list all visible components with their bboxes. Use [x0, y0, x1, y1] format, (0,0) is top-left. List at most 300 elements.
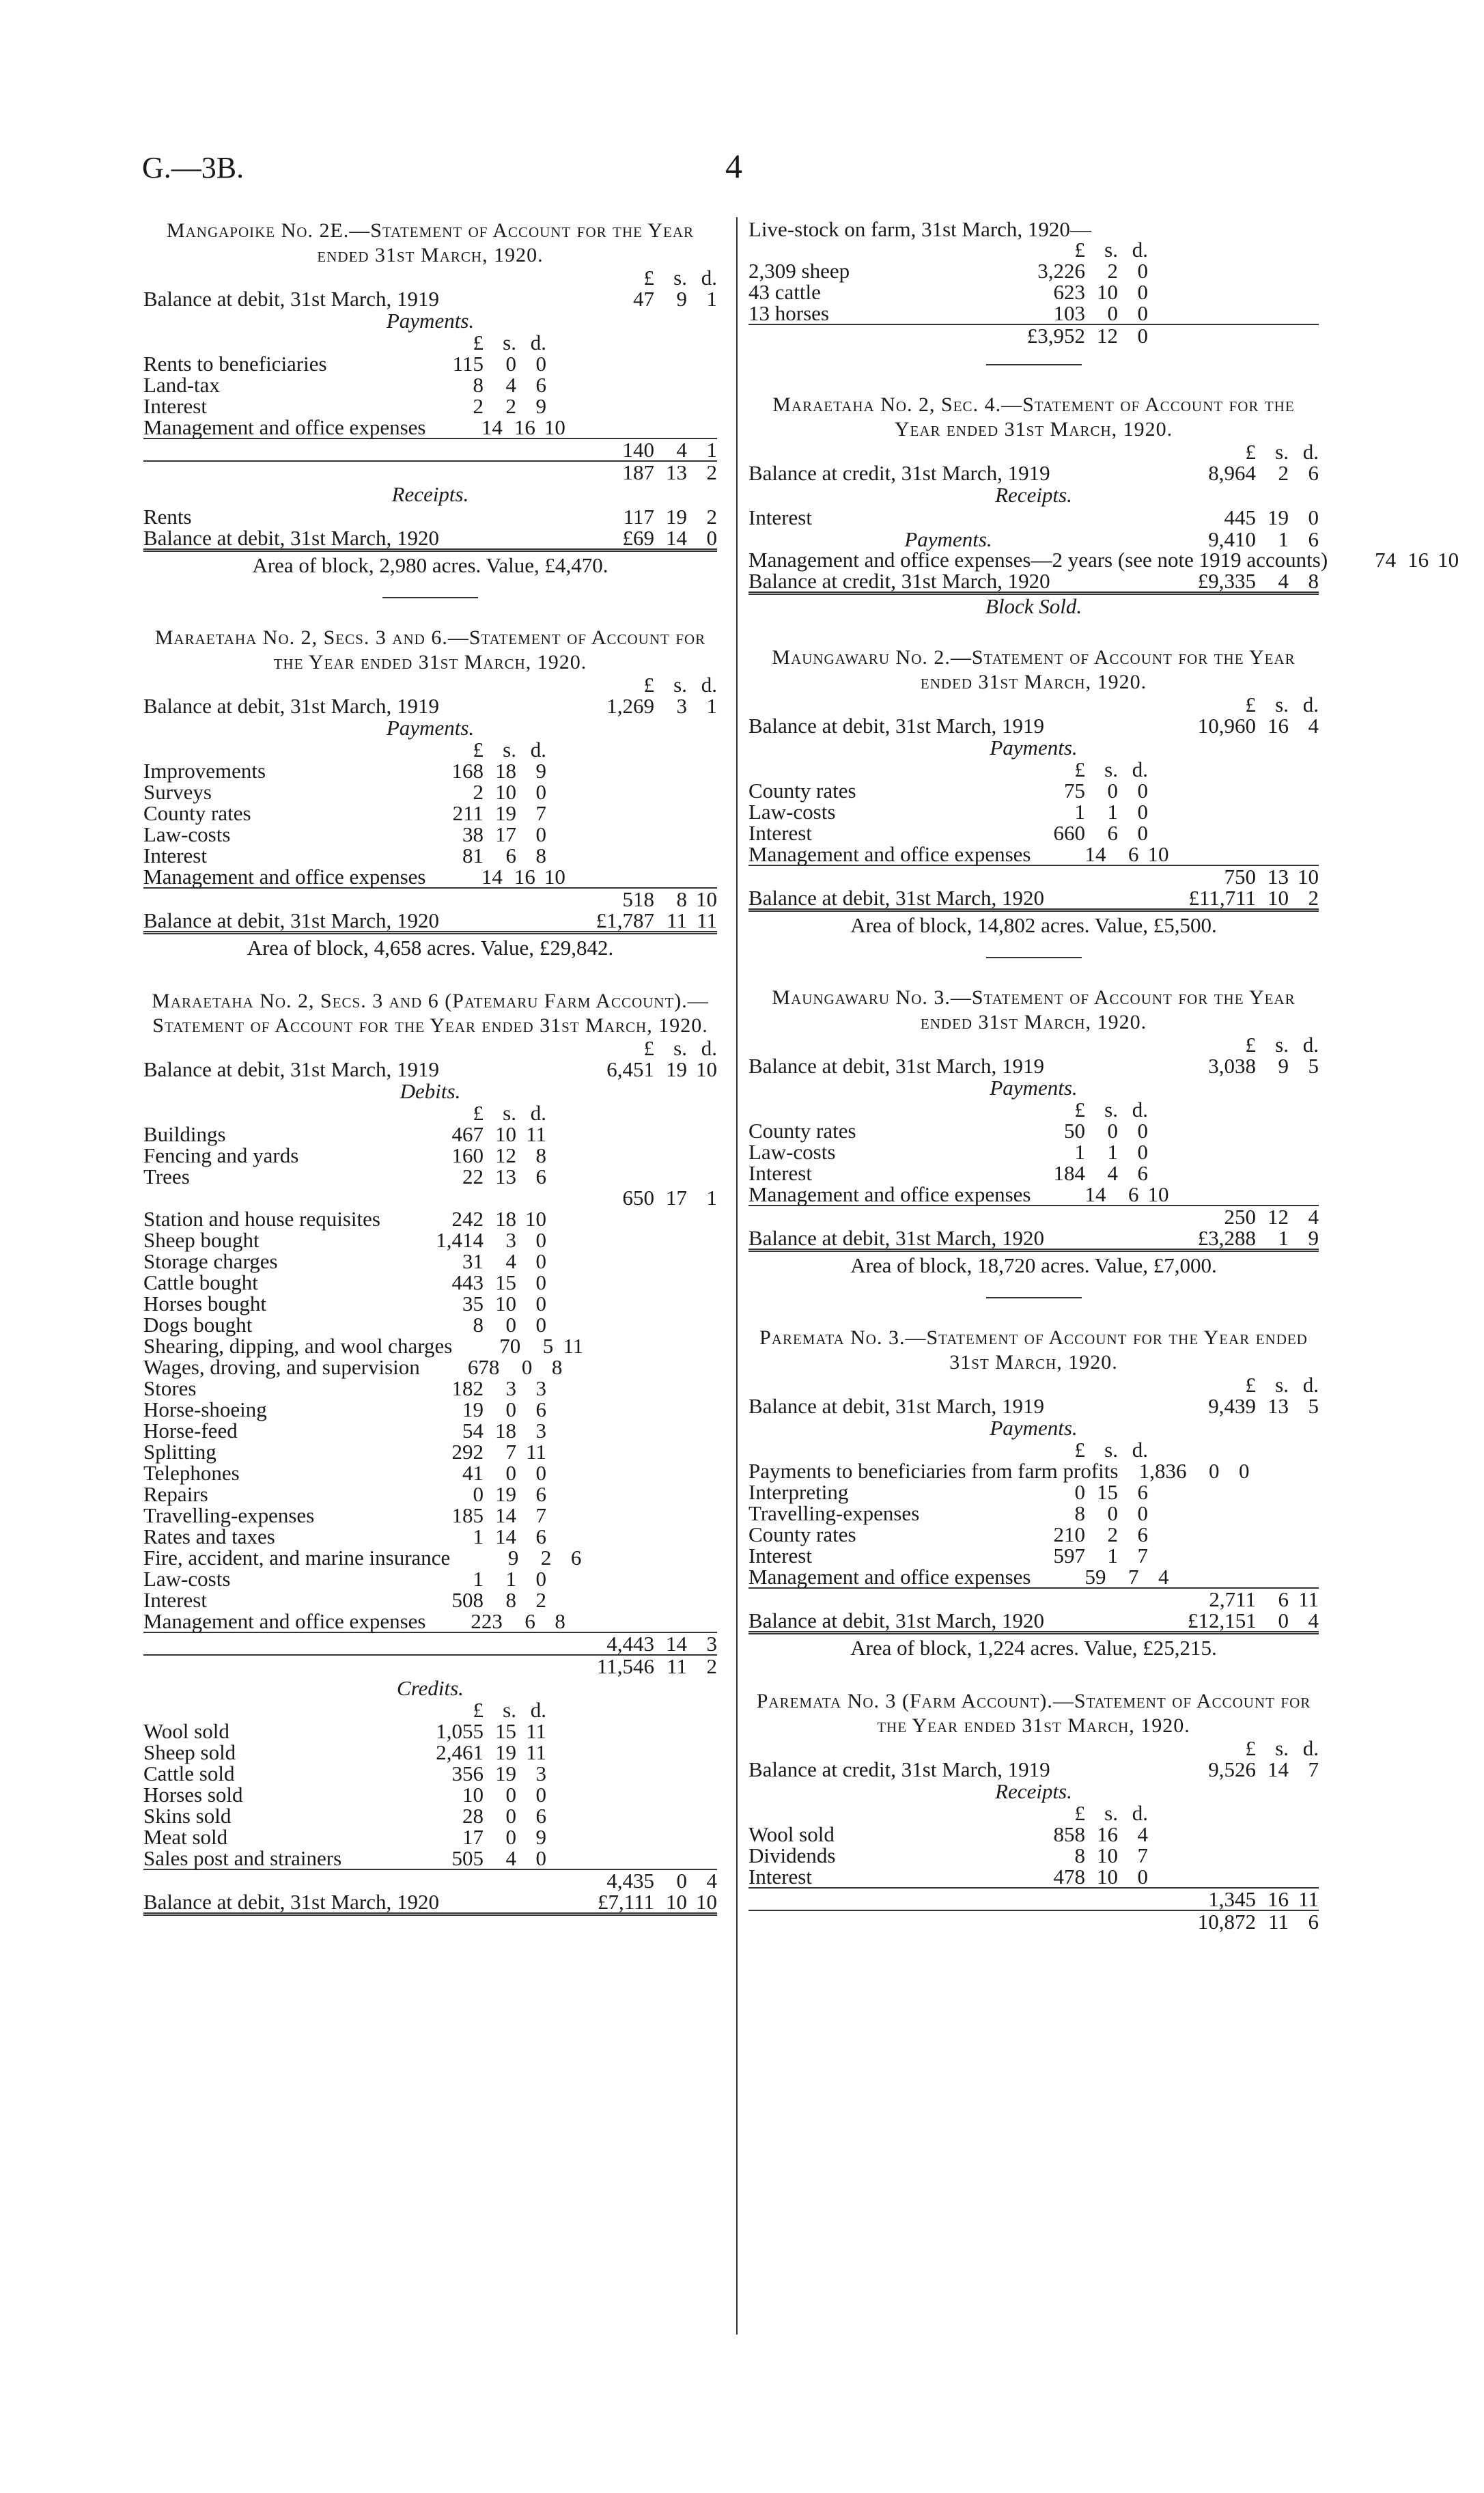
amount-s: 18: [495, 1207, 516, 1231]
amount-d: 9: [535, 1825, 546, 1849]
amount-l: 223: [471, 1609, 503, 1633]
amount-d: 11: [526, 1122, 546, 1146]
ledger-line: [143, 781, 717, 803]
amount-s: 3: [505, 1228, 516, 1252]
ledger-line: [143, 527, 717, 552]
line-label: Interpreting: [748, 1480, 849, 1504]
line-label: Splitting: [143, 1440, 216, 1464]
amount-l: 35: [462, 1292, 484, 1315]
ledger-line: [748, 281, 1319, 303]
amount-s: 7: [1128, 1565, 1139, 1589]
amount: [389, 1293, 546, 1314]
heading-d: d.: [1132, 757, 1148, 781]
amount-l: 750: [1224, 865, 1256, 889]
ledger-line: [748, 1227, 1319, 1252]
amount-l: 250: [1224, 1205, 1256, 1229]
line-label: Payments to beneficiaries from farm profits: [748, 1459, 1119, 1483]
amount-s: 13: [666, 460, 687, 484]
amount: [389, 1742, 546, 1763]
amount-s: 1: [1278, 527, 1289, 551]
line-label: Storage charges: [143, 1249, 278, 1273]
amount: [1031, 1566, 1168, 1587]
line-label: Law-costs: [748, 800, 836, 824]
amount: [991, 1845, 1148, 1866]
subheading: Debits.: [400, 1079, 461, 1103]
amount: [389, 1166, 546, 1187]
statement-maungawaru-3: [748, 986, 1319, 1298]
line-label: Improvements: [143, 759, 266, 783]
heading-d: d.: [1302, 693, 1319, 716]
amount-s: 8: [676, 887, 687, 911]
money-heading-cells: [546, 268, 717, 288]
line-label: Management and office expenses: [748, 842, 1031, 866]
amount: [546, 1187, 717, 1208]
line-label: Balance at debit, 31st March, 1920: [143, 1890, 440, 1914]
amount: [389, 1484, 546, 1505]
subheading: Credits.: [397, 1676, 464, 1700]
amount-l: 1,414: [436, 1228, 484, 1252]
amount-s: 18: [495, 759, 516, 783]
amount-d: 11: [526, 1719, 546, 1743]
amount: [546, 910, 717, 931]
line-label: Interest: [143, 394, 207, 418]
amount-d: 0: [535, 1313, 546, 1337]
line-label: Interest: [748, 1544, 812, 1568]
ledger-line: [143, 1208, 717, 1229]
amount-l: 31: [462, 1249, 484, 1273]
amount: [389, 1208, 546, 1229]
amount-l: 0: [1074, 1480, 1085, 1504]
amount-l: 47: [633, 287, 654, 311]
amount: [389, 1251, 546, 1272]
subheading: Receipts.: [995, 1779, 1072, 1803]
money-heading: [748, 1375, 1319, 1395]
block-summary: Area of block, 4,658 acres. Value, £29,842.: [247, 936, 614, 960]
ledger-line: [748, 1503, 1319, 1524]
amount-l: 9,410: [1208, 527, 1256, 551]
amount: [1148, 507, 1319, 528]
amount: [991, 1545, 1148, 1566]
ledger-line: [143, 1547, 717, 1568]
amount-s: 0: [1278, 1608, 1289, 1632]
money-heading-cells: [389, 1103, 546, 1124]
line-label: Interest: [748, 821, 812, 845]
money-heading-cells: [546, 675, 717, 695]
line-label: Balance at debit, 31st March, 1919: [143, 694, 440, 718]
amount-d: 7: [1137, 1544, 1148, 1568]
line-label: Meat sold: [143, 1825, 228, 1849]
ledger-line: [143, 1059, 717, 1080]
amount: [991, 1524, 1148, 1545]
ledger-line: [143, 1568, 717, 1589]
amount: [389, 1505, 546, 1526]
amount-d: 0: [1137, 280, 1148, 304]
amount-l: 508: [451, 1588, 484, 1612]
heading-d: d.: [1132, 238, 1148, 262]
amount-d: 0: [1137, 1119, 1148, 1143]
amount-d: 6: [535, 1397, 546, 1421]
line-label: Balance at debit, 31st March, 1920: [143, 526, 440, 550]
heading-s: s.: [1104, 238, 1118, 262]
amount: [389, 1568, 546, 1589]
amount: [991, 822, 1148, 844]
amount-s: 10: [495, 780, 516, 804]
heading-s: s.: [1104, 1098, 1118, 1122]
amount: [452, 1335, 583, 1356]
amount: [991, 1162, 1148, 1184]
amount-l: 11,546: [596, 1654, 654, 1678]
money-heading-cells: [991, 1100, 1148, 1120]
ledger-line: [143, 1826, 717, 1848]
amount-d: 11: [526, 1740, 546, 1764]
line-label: Balance at credit, 31st March, 1919: [748, 1757, 1050, 1781]
money-heading-cells: [1148, 1738, 1319, 1759]
amount-s: 19: [1268, 505, 1289, 529]
amount-l: 623: [1053, 280, 1085, 304]
amount: [546, 439, 717, 460]
ledger-line: [143, 506, 717, 527]
money-heading: [748, 1035, 1319, 1055]
amount: [546, 1870, 717, 1891]
amount-s: 15: [1097, 1480, 1118, 1504]
line-label: Management and office expenses: [143, 865, 426, 889]
amount: [991, 1120, 1148, 1141]
amount: [1031, 844, 1168, 865]
subheading: Payments.: [990, 736, 1078, 760]
amount-d: 0: [1137, 821, 1148, 845]
statement-title: Maungawaru No. 2.—Statement of Account for the Year ended 31st March, 1920.: [772, 646, 1296, 693]
money-heading-cells: [1148, 442, 1319, 462]
amount: [991, 281, 1148, 303]
amount-l: £69: [622, 526, 654, 550]
amount: [389, 1145, 546, 1166]
money-heading-cells: [1148, 695, 1319, 715]
amount-d: 6: [535, 1482, 546, 1506]
amount-l: 115: [452, 352, 484, 376]
amount-l: 242: [451, 1207, 484, 1231]
amount-l: £12,151: [1188, 1608, 1257, 1632]
ledger-line: [143, 1848, 717, 1869]
ledger-line: [748, 1824, 1319, 1845]
amount: [546, 1633, 717, 1654]
ledger-line: [143, 1356, 717, 1378]
subheading: Payments.: [386, 309, 475, 333]
section-rule: [986, 364, 1082, 365]
amount: [389, 1784, 546, 1805]
amount-s: 19: [495, 1482, 516, 1506]
amount-d: 8: [551, 1355, 563, 1379]
amount-d: 3: [535, 1419, 546, 1443]
ledger-line: [748, 1162, 1319, 1184]
line-label: Balance at debit, 31st March, 1920: [748, 886, 1045, 910]
amount-d: 0: [535, 822, 546, 846]
amount-l: 17: [462, 1825, 484, 1849]
ledger-line: [143, 1784, 717, 1805]
amount: [389, 1272, 546, 1293]
heading-s: s.: [503, 1101, 516, 1125]
line-label: County rates: [748, 779, 856, 803]
amount-d: 0: [1137, 800, 1148, 824]
amount-d: 4: [1308, 1608, 1319, 1632]
line-label: Management and office expenses: [748, 1182, 1031, 1206]
amount-s: 16: [514, 865, 535, 889]
amount-s: 19: [495, 1740, 516, 1764]
amount-s: 2: [1107, 1522, 1118, 1546]
amount-s: 2: [505, 394, 516, 418]
amount-l: £3,288: [1197, 1226, 1256, 1250]
amount-l: £7,111: [598, 1890, 654, 1914]
line-label: Sheep sold: [143, 1740, 236, 1764]
line-label: Horses bought: [143, 1292, 266, 1315]
subheading: Payments.: [904, 527, 992, 551]
amount-s: 14: [666, 1632, 687, 1656]
heading-l: £: [473, 738, 484, 762]
ledger-line: [143, 1124, 717, 1145]
line-label: Cattle bought: [143, 1270, 258, 1294]
amount-l: 597: [1053, 1544, 1085, 1568]
amount-d: 10: [544, 415, 565, 439]
amount-s: 4: [505, 1846, 516, 1870]
amount: [546, 1059, 717, 1080]
amount-l: 1,055: [436, 1719, 484, 1743]
amount-d: 7: [535, 801, 546, 825]
amount-d: 9: [535, 759, 546, 783]
amount-s: 0: [676, 1869, 687, 1893]
ledger-line: [748, 570, 1319, 595]
line-label: Wages, droving, and supervision: [143, 1355, 420, 1379]
amount-l: 8: [473, 373, 484, 397]
amount-d: 2: [706, 505, 717, 529]
ledger-line: [143, 1763, 717, 1784]
statement-title: Paremata No. 3.—Statement of Account for the Year ended 31st March, 1920.: [759, 1326, 1308, 1374]
amount-s: 19: [495, 801, 516, 825]
amount-l: 9: [507, 1546, 519, 1570]
statement-maraetaha-sec-4: [748, 393, 1459, 618]
amount-s: 16: [1268, 1887, 1289, 1911]
total-line: [143, 1632, 717, 1654]
amount-s: 8: [505, 1588, 516, 1612]
amount: [546, 889, 717, 910]
amount: [1148, 1889, 1319, 1910]
amount: [991, 1141, 1148, 1162]
amount-s: 13: [495, 1165, 516, 1188]
amount-s: 0: [1107, 301, 1118, 325]
amount-s: 14: [1268, 1757, 1289, 1781]
amount: [389, 1441, 546, 1462]
heading-l: £: [643, 266, 654, 290]
heading-d: d.: [1302, 1033, 1319, 1057]
amount-s: 10: [1268, 886, 1289, 910]
heading-d: d.: [1302, 1736, 1319, 1760]
amount: [546, 527, 717, 548]
line-label: Land-tax: [143, 373, 220, 397]
ledger-line: [143, 695, 717, 716]
heading-s: s.: [673, 1036, 687, 1060]
amount-s: 6: [505, 844, 516, 867]
ledger-line: [143, 1251, 717, 1272]
ledger-line: [143, 1399, 717, 1420]
heading-l: £: [1074, 238, 1085, 262]
money-heading-cells: [389, 740, 546, 760]
amount-d: 6: [535, 373, 546, 397]
line-label: Rents to beneficiaries: [143, 352, 327, 376]
heading-s: s.: [1104, 1438, 1118, 1462]
ledger-line: [143, 1272, 717, 1293]
amount: [546, 695, 717, 716]
heading-d: d.: [530, 1101, 546, 1125]
amount-d: 0: [535, 1249, 546, 1273]
amount: [389, 1526, 546, 1547]
heading-d: d.: [1132, 1801, 1148, 1825]
heading-d: d.: [1132, 1438, 1148, 1462]
amount-d: 6: [1308, 461, 1319, 485]
amount-d: 6: [1308, 527, 1319, 551]
ledger-line: [143, 353, 717, 374]
heading-s: s.: [673, 673, 687, 697]
line-label: Law-costs: [143, 1567, 231, 1591]
line-label: Dogs bought: [143, 1313, 253, 1337]
amount: [389, 1589, 546, 1611]
money-heading-cells: [991, 240, 1148, 260]
amount-d: 10: [696, 887, 717, 911]
amount-s: 0: [505, 1783, 516, 1807]
amount-d: 0: [535, 1292, 546, 1315]
amount-d: 1: [706, 694, 717, 718]
ledger-line: [748, 1460, 1319, 1481]
heading-d: d.: [530, 1698, 546, 1722]
heading-d: d.: [701, 1036, 717, 1060]
heading-s: s.: [1104, 757, 1118, 781]
ledger-line: [748, 303, 1319, 324]
ledger-line: [143, 395, 717, 417]
heading-l: £: [643, 673, 654, 697]
money-heading-cells: [389, 1700, 546, 1721]
stock-heading: Live-stock on farm, 31st March, 1920—: [748, 217, 1091, 241]
block-summary: Area of block, 14,802 acres. Value, £5,500.: [850, 913, 1217, 937]
amount-s: 1: [1107, 1140, 1118, 1164]
heading-s: s.: [1104, 1801, 1118, 1825]
line-label: Telephones: [143, 1461, 240, 1485]
money-heading-cells: [991, 757, 1148, 781]
amount: [1148, 715, 1319, 736]
amount-l: 187: [622, 460, 654, 484]
ledger-line: [143, 1293, 717, 1314]
amount-s: 11: [667, 1654, 687, 1678]
stock-total: [748, 324, 1319, 346]
ledger-line: [143, 1721, 717, 1742]
heading-l: £: [1245, 440, 1256, 464]
amount-s: 0: [505, 1461, 516, 1485]
amount-l: 2: [473, 780, 484, 804]
amount-l: 4,435: [606, 1869, 654, 1893]
amount: [1148, 1206, 1319, 1227]
amount-s: 0: [521, 1355, 533, 1379]
amount: [1148, 462, 1319, 484]
line-label: Trees: [143, 1165, 190, 1188]
amount-d: 6: [535, 1165, 546, 1188]
amount-d: 4: [1158, 1565, 1169, 1589]
page-number: 4: [725, 147, 742, 185]
amount-s: 10: [495, 1122, 516, 1146]
line-label: Balance at debit, 31st March, 1919: [748, 714, 1045, 738]
heading-s: s.: [1275, 693, 1289, 716]
amount-d: 6: [535, 1524, 546, 1548]
amount-d: 0: [1137, 259, 1148, 283]
line-label: Wool sold: [143, 1719, 229, 1743]
amount-s: 12: [1268, 1205, 1289, 1229]
money-heading-cells: [546, 1038, 717, 1059]
line-label: Management and office expenses: [143, 1609, 426, 1633]
subheading: Payments.: [990, 1416, 1078, 1440]
heading-s: s.: [673, 266, 687, 290]
total-line: [143, 438, 717, 460]
amount-d: 0: [1238, 1459, 1250, 1483]
ledger-line: [748, 780, 1319, 801]
amount-l: 0: [473, 1482, 484, 1506]
heading-d: d.: [530, 738, 546, 762]
amount-l: 117: [623, 505, 654, 529]
heading-s: s.: [503, 1698, 516, 1722]
amount-s: 1: [1107, 1544, 1118, 1568]
amount-s: 19: [666, 1057, 687, 1081]
amount-l: 10: [462, 1783, 484, 1807]
amount: [546, 506, 717, 527]
section-rule: [986, 957, 1082, 958]
ledger-line: [748, 1866, 1319, 1887]
line-label: Travelling-expenses: [143, 1503, 315, 1527]
amount-s: 0: [505, 1825, 516, 1849]
line-label: Surveys: [143, 780, 212, 804]
ledger-line: [143, 1441, 717, 1462]
total-line: [143, 887, 717, 910]
line-label: Balance at debit, 31st March, 1920: [748, 1226, 1045, 1250]
amount-d: 8: [555, 1609, 565, 1633]
amount-s: 13: [1268, 865, 1289, 889]
amount-d: 0: [1137, 1140, 1148, 1164]
amount: [389, 1229, 546, 1251]
subheading: Payments.: [386, 716, 475, 740]
amount-s: 6: [1107, 821, 1118, 845]
amount-d: 10: [696, 1057, 717, 1081]
line-label: Horse-shoeing: [143, 1397, 267, 1421]
amount: [1328, 549, 1459, 570]
ledger-line: [748, 1395, 1319, 1417]
subheading: Block Sold.: [985, 594, 1082, 618]
total-line: [143, 1654, 717, 1677]
amount-l: 59: [1084, 1565, 1106, 1589]
amount: [991, 260, 1148, 281]
amount: [1148, 529, 1319, 550]
ledger-line: [748, 1524, 1319, 1545]
amount: [1148, 1610, 1319, 1631]
amount-l: 6,451: [606, 1057, 654, 1081]
amount-d: 1: [706, 1186, 717, 1210]
amount-l: 14: [481, 415, 503, 439]
amount: [389, 760, 546, 781]
amount: [420, 1356, 563, 1378]
amount-d: 3: [535, 1376, 546, 1400]
amount-l: £3,952: [1026, 324, 1085, 348]
amount: [1148, 866, 1319, 887]
ledger-line: [748, 1610, 1319, 1634]
line-label: Management and office expenses: [748, 1565, 1031, 1589]
right-column: [748, 217, 1459, 1960]
amount-d: 11: [1298, 1587, 1319, 1611]
amount-d: 0: [1137, 324, 1148, 348]
amount-s: 4: [1107, 1161, 1118, 1185]
heading-l: £: [473, 331, 484, 354]
amount-l: 75: [1064, 779, 1085, 803]
